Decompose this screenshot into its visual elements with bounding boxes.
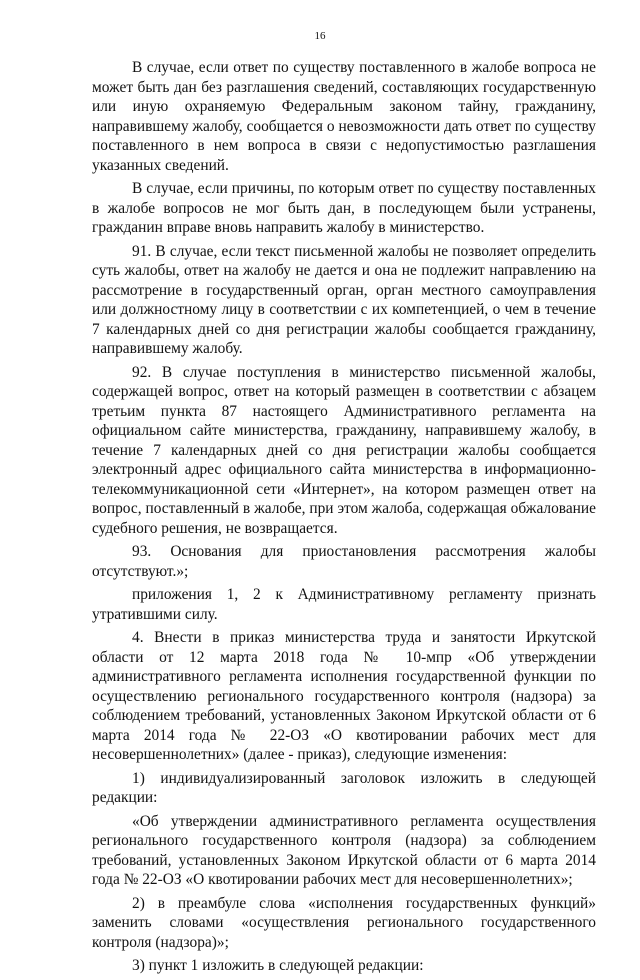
document-body xyxy=(92,58,596,980)
page-number: 16 xyxy=(314,30,326,42)
paragraph-item-2: 2) в преамбуле слова «исполнения государственных функций» заменить словами «осуществления регионального государственного контроля (надзора)»; xyxy=(92,894,596,951)
paragraph-new-title: «Об утверждении административного регламента осуществления регионального государственного контроля (надзора) за соблюдением требований, установленных Законом Иркутской области от 6 марта 2014 года № 22-ОЗ «О квотировании рабочих мест для несовершеннолетних»; xyxy=(92,812,596,888)
paragraph-4: 4. Внести в приказ министерства труда и занятости Иркутской области от 12 марта 2018 года № 10-мпр «Об утверждении административного регламента исполнения государственной функции по осуществлению регионального государственного контроля (надзора) за соблюдением требований, установленных Законом Иркутской области от 6 марта 2014 года № 22-ОЗ «О квотировании рабочих мест для несовершеннолетних» (далее - приказ), следующие изменения: xyxy=(92,629,596,763)
paragraph-appendices: приложения 1, 2 к Административному регламенту признать утратившими силу. xyxy=(92,586,596,623)
paragraph-91: 91. В случае, если текст письменной жалобы не позволяет определить суть жалобы, ответ на жалобу не дается и она не подлежит направлению на рассмотрение в государственный орган, орган местного самоуправления или должностному лицу в соответствии с их компетенцией, о чем в течение 7 календарных дней со дня регистрации жалобы сообщается гражданину, направившему жалобу. xyxy=(92,242,596,357)
paragraph-disclosure: В случае, если ответ по существу поставленного в жалобе вопроса не может быть дан без разглашения сведений, составляющих государственную или иную охраняемую Федеральным законом тайну, гражданину, направившему жалобу, сообщается о невозможности дать ответ по существу поставленного в нем вопроса в связи с недопустимостью разглашения указанных сведений. xyxy=(92,59,596,174)
paragraph-92: 92. В случае поступления в министерство письменной жалобы, содержащей вопрос, ответ на который размещен в соответствии с абзацем третьим пункта 87 настоящего Административного регламента на официальном сайте министерства, гражданину, направившему жалобу, в течение 7 календарных дней со дня регистрации жалобы сообщается электронный адрес официального сайта министерства в информационно-телекоммуникационной сети «Интернет», на котором размещен ответ на вопрос, поставленный в жалобе, при этом жалоба, содержащая обжалование судебного решения, не возвращается. xyxy=(92,363,596,537)
paragraph-93: 93. Основания для приостановления рассмотрения жалобы отсутствуют.»; xyxy=(92,543,596,580)
paragraph-resubmission: В случае, если причины, по которым ответ по существу поставленных в жалобе вопросов не мог быть дан, в последующем были устранены, гражданин вправе вновь направить жалобу в министерство. xyxy=(92,180,596,236)
paragraph-item-1: 1) индивидуализированный заголовок изложить в следующей редакции: xyxy=(92,769,596,806)
paragraph-item-3: 3) пункт 1 изложить в следующей редакции: xyxy=(132,957,424,974)
